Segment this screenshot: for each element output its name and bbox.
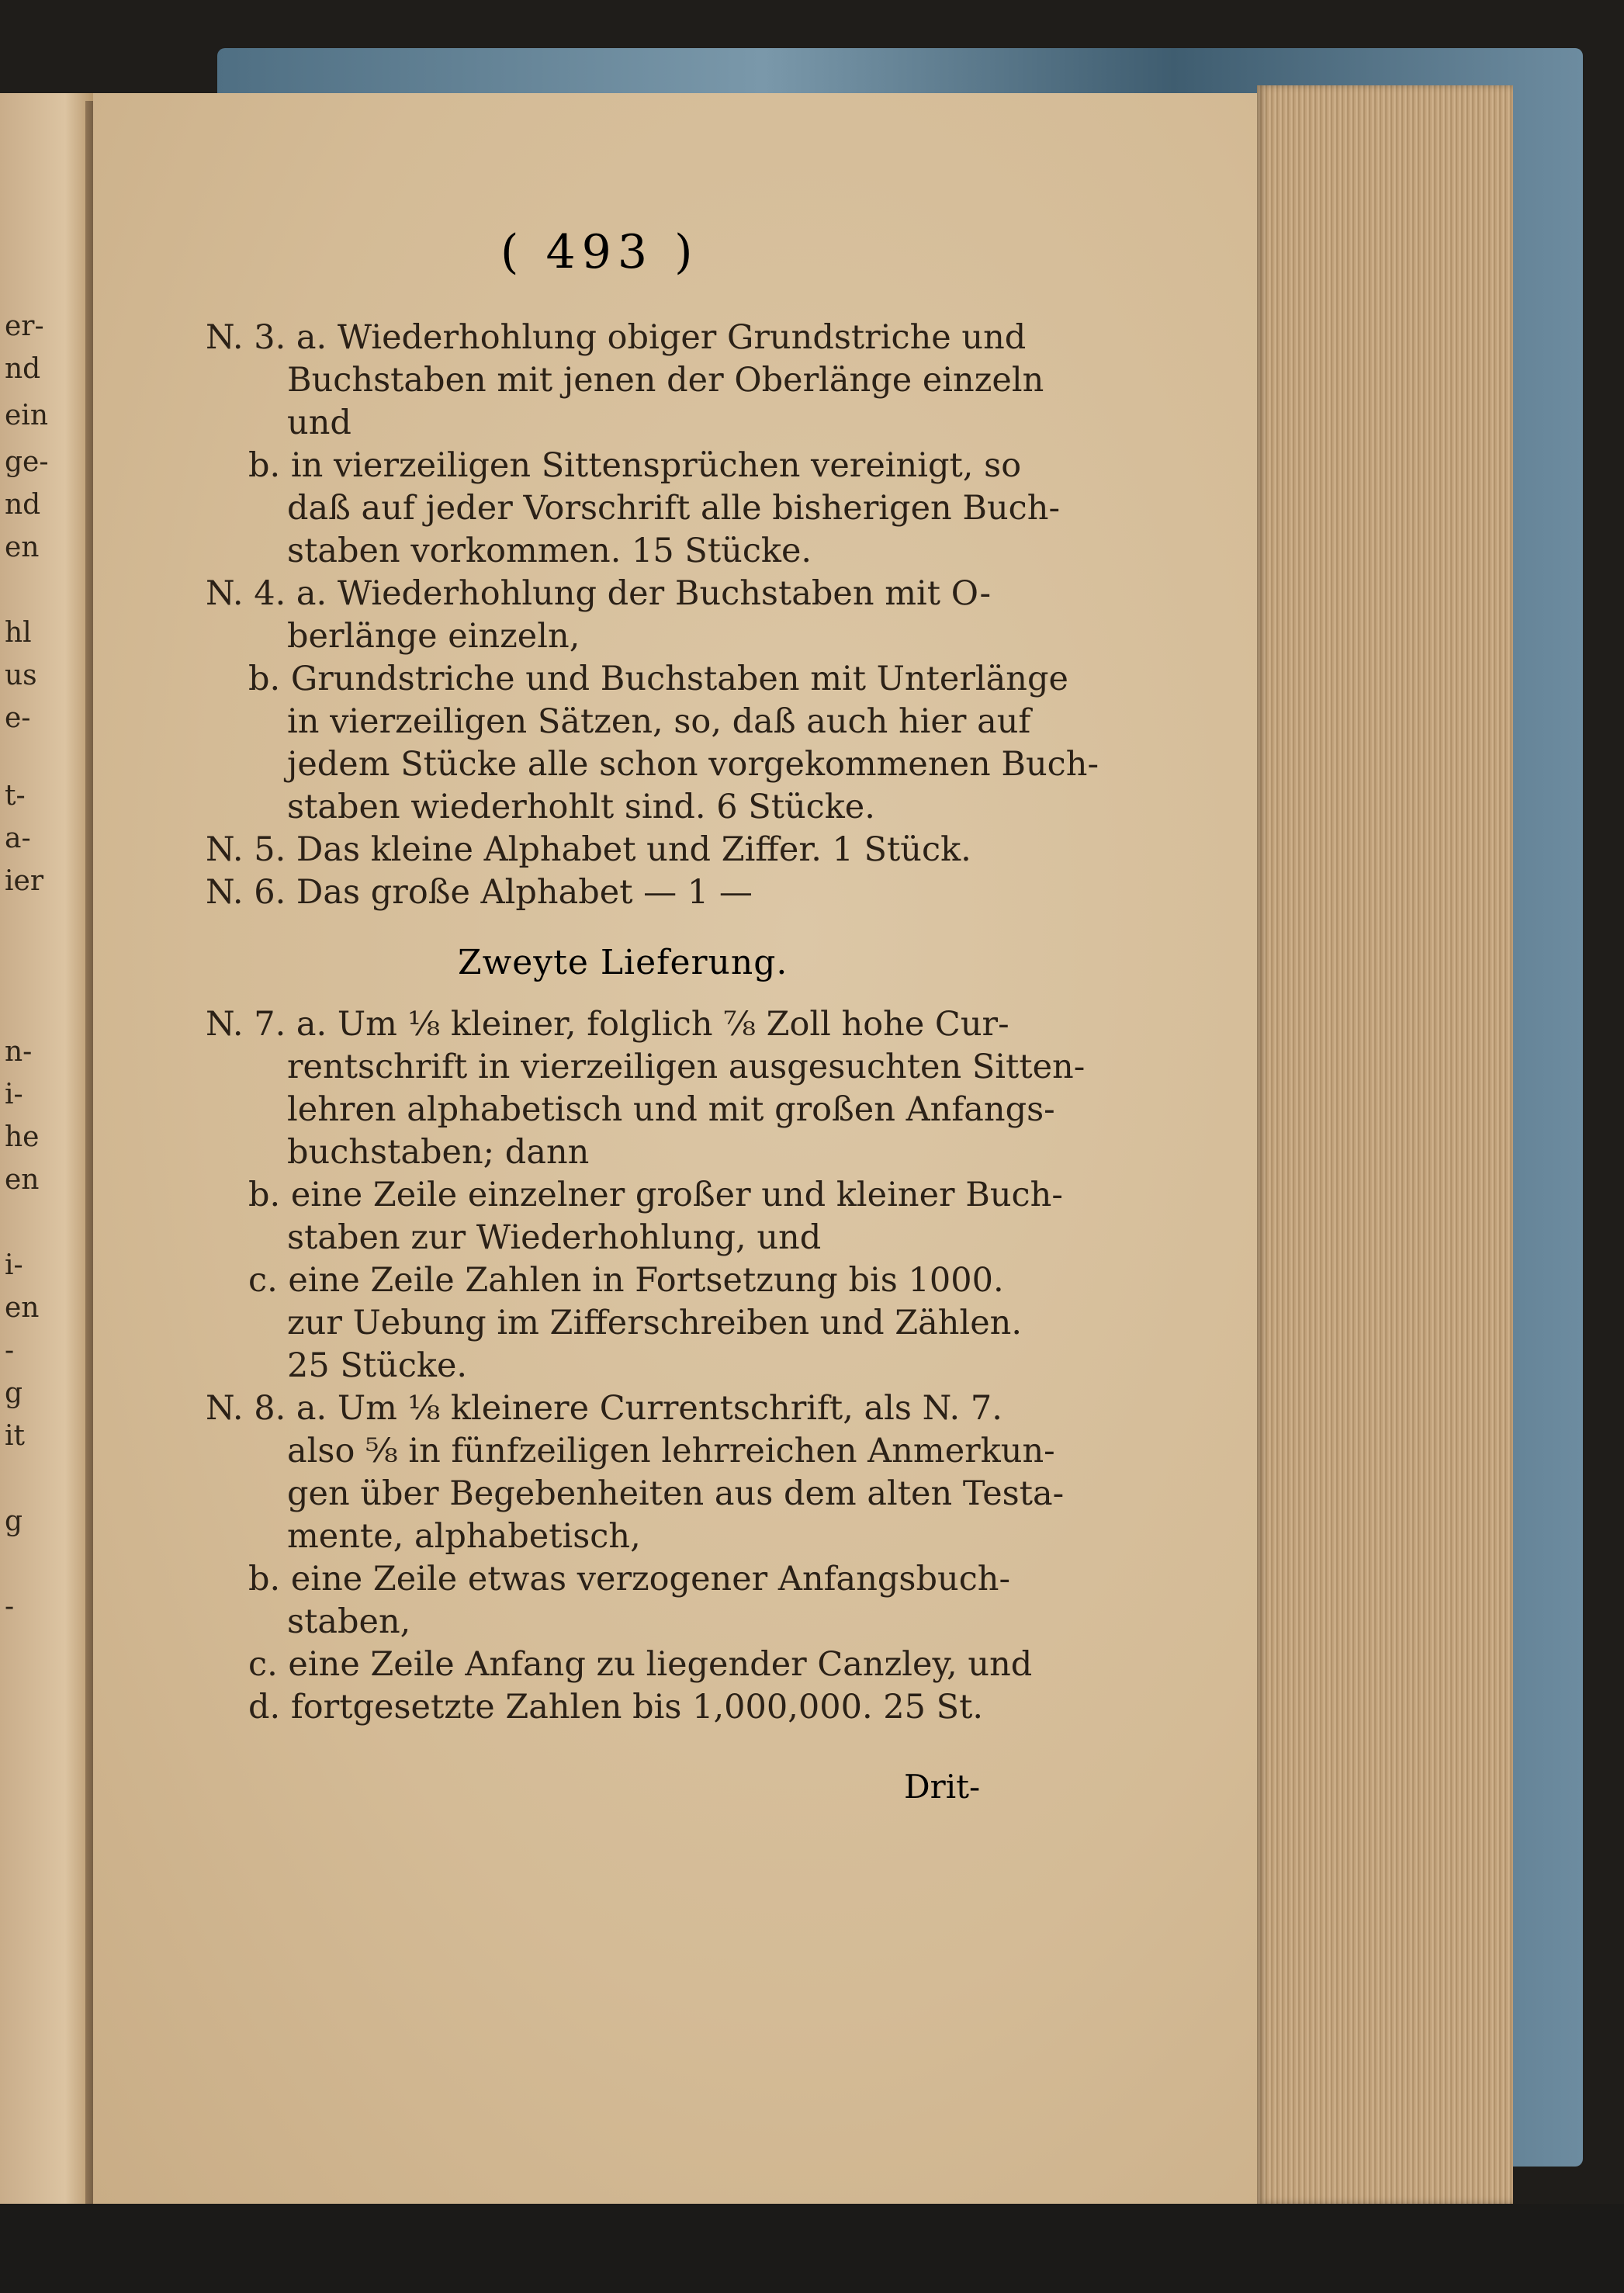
text-line: Buchstaben mit jenen der Oberlänge einzeln [287,361,1044,400]
text-line: c. eine Zeile Zahlen in Fortsetzung bis 1000. [248,1261,1004,1300]
page-edges [1257,85,1513,2204]
text-line: buchstaben; dann [287,1133,590,1172]
margin-fragment: en [5,532,40,563]
margin-fragment: i- [5,1249,23,1281]
margin-fragment: nd [5,353,41,385]
text-line: rentschrift in vierzeiligen ausgesuchten Sitten- [287,1048,1086,1086]
margin-fragment: g [5,1505,23,1537]
text-line: lehren alphabetisch und mit großen Anfangs- [287,1090,1055,1129]
text-line: mente, alphabetisch, [287,1517,641,1556]
text-line: b. Grundstriche und Buchstaben mit Unterlänge [248,660,1068,698]
margin-fragment: i- [5,1079,23,1110]
margin-fragment: en [5,1292,40,1324]
text-line: gen über Begebenheiten aus dem alten Testa- [287,1474,1065,1513]
margin-fragment: ge- [5,446,49,478]
right-page [93,93,1269,2204]
text-line: in vierzeiligen Sätzen, so, daß auch hier auf [287,702,1031,741]
text-line: c. eine Zeile Anfang zu liegender Canzley, und [248,1645,1033,1684]
margin-fragment: he [5,1121,40,1153]
margin-fragment: er- [5,310,44,342]
margin-fragment: en [5,1164,40,1196]
text-line: N. 5. Das kleine Alphabet und Ziffer. 1 Stück. [206,830,971,869]
text-line: also ⅝ in fünfzeiligen lehrreichen Anmerkun- [287,1432,1055,1470]
text-line: und [287,404,351,442]
text-line: N. 4. a. Wiederhohlung der Buchstaben mit O- [206,574,992,613]
page-number-header: ( 493 ) [500,225,699,279]
text-line: staben wiederhohlt sind. 6 Stücke. [287,788,875,826]
text-line: b. eine Zeile etwas verzogener Anfangsbuch- [248,1560,1011,1599]
text-line: staben, [287,1602,411,1641]
text-line: b. in vierzeiligen Sittensprüchen vereinigt, so [248,446,1022,485]
text-line: staben zur Wiederhohlung, und [287,1218,822,1257]
text-line: N. 6. Das große Alphabet — 1 — [206,873,753,912]
text-line: staben vorkommen. 15 Stücke. [287,532,812,570]
margin-fragment: - [5,1591,15,1623]
margin-fragment: - [5,1335,15,1366]
margin-fragment: e- [5,702,31,734]
catchword: Drit- [904,1768,981,1806]
text-line: N. 3. a. Wiederhohlung obiger Grundstriche und [206,318,1027,357]
margin-fragment: hl [5,617,32,649]
section-heading: Zweyte Lieferung. [458,943,788,982]
text-line: 25 Stücke. [287,1346,468,1385]
text-line: berlänge einzeln, [287,617,580,656]
margin-fragment: g [5,1377,23,1409]
margin-fragment: us [5,660,37,691]
text-line: N. 8. a. Um ⅛ kleinere Currentschrift, als N. 7. [206,1389,1002,1428]
text-line: N. 7. a. Um ⅛ kleiner, folglich ⅞ Zoll hohe Cur- [206,1005,1009,1044]
margin-fragment: ier [5,865,44,897]
margin-fragment: nd [5,489,41,521]
margin-fragment: t- [5,780,26,812]
margin-fragment: a- [5,823,31,854]
text-line: d. fortgesetzte Zahlen bis 1,000,000. 25 St. [248,1688,984,1727]
margin-fragment: ein [5,400,49,431]
text-line: daß auf jeder Vorschrift alle bisherigen Buch- [287,489,1060,528]
text-line: jedem Stücke alle schon vorgekommenen Buch- [287,745,1099,784]
text-line: b. eine Zeile einzelner großer und kleiner Buch- [248,1176,1063,1214]
margin-fragment: it [5,1420,25,1452]
margin-fragment: n- [5,1036,33,1068]
text-line: zur Uebung im Zifferschreiben und Zählen. [287,1304,1023,1342]
background-strip [0,2204,1624,2293]
